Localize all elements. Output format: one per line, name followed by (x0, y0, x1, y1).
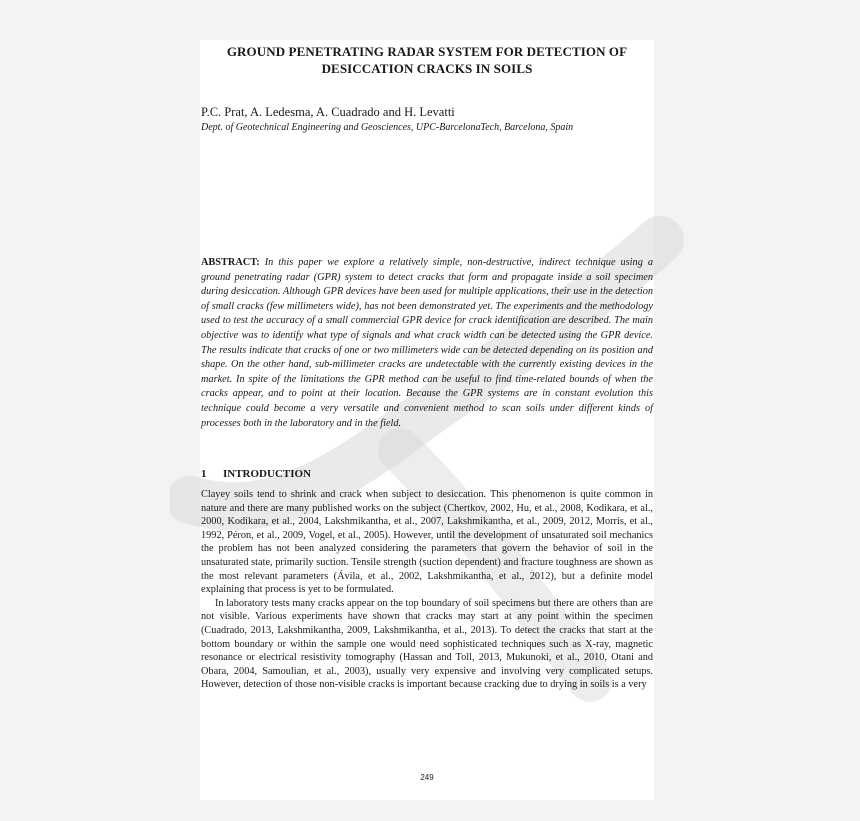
paragraph-1: Clayey soils tend to shrink and crack when subject to desiccation. This phenomenon is quite common in nature and there are many published works on the subject (Chertkov, 2002, Hu, et al., 2008, Kodikara, et al., 2000, Kodikara, et al., 2004, Lakshmikantha, et al., 2007, Lakshmikantha, et al., 2009, 2012, Morris, et al., 1992, Péron, et al., 2009, Vogel, et al., 2005). However, until the development of unsaturated soil mechanics the problem has not been analyzed considering the parameters that govern the behavior of soil in the unsaturated state, primarily suction. Tensile strength (suction dependent) and fracture toughness are shown as the most relevant parameters (Ávila, et al., 2002, Lakshmikantha, et al., 2012), but a definite model explaining that process is yet to be formulated. (201, 489, 653, 596)
authors: P.C. Prat, A. Ledesma, A. Cuadrado and H. Levatti (201, 105, 455, 119)
section-title: INTRODUCTION (223, 468, 312, 480)
section-heading (201, 467, 311, 481)
title-line-1: GROUND PENETRATING RADAR SYSTEM FOR DETECTION OF (226, 44, 628, 59)
abstract-label: ABSTRACT: (201, 257, 260, 268)
title-line-2: DESICCATION CRACKS IN SOILS (321, 61, 533, 76)
paper-title (200, 43, 654, 77)
paragraph-2: In laboratory tests many cracks appear on the top boundary of soil specimens but there are others than are not visible. Various experiments have shown that cracks may start at any point within the specimen (Cuadrado, 2013, Lakshmikantha, 2009, Lakshmikantha, et al., 2013). To detect the cracks that start at the bottom boundary or within the sample one would need sophisticated techniques such as X-ray, magnetic resonance or electrical resistivity tomography (Hassan and Toll, 2013, Mukunoki, et al., 2010, Otani and Obara, 2004, Samoulian, et al., 2003), usually very expensive and involving very complicated setups. However, detection of those non-visible cracks is important because cracking due to drying in soils is a very (201, 597, 653, 691)
body-text (201, 488, 653, 692)
affiliation: Dept. of Geotechnical Engineering and Geosciences, UPC-BarcelonaTech, Barcelona, Spain (201, 122, 574, 133)
page-number: 249 (420, 773, 434, 782)
abstract-text: In this paper we explore a relatively simple, non-destructive, indirect technique using a ground penetrating radar (GPR) system to detect cracks that form and propagate inside a soil specimen during desiccation. Although GPR devices have been used for multiple applications, their use in the detection of small cracks (few millimeters wide), has not been demonstrated yet. The experiments and the methodology used to test the accuracy of a small commercial GPR device for crack identification are described. The main objective was to identify what type of signals and what crack width can be detected using the GPR device. The results indicate that cracks of one or two millimeters wide can be detected depending on its position and shape. On the other hand, sub-millimeter cracks are undetectable with the currently existing devices in the market. In spite of the limitations the GPR method can be useful to find time-related bounds of when the cracks appear, and to point at their location. Because the GPR systems are in constant evolution this technique could become a very versatile and convenient method to scan soils under different kinds of processes both in the laboratory and in the field. (201, 257, 653, 429)
abstract (201, 256, 653, 431)
paper-page (200, 40, 654, 800)
section-number: 1 (201, 468, 207, 480)
